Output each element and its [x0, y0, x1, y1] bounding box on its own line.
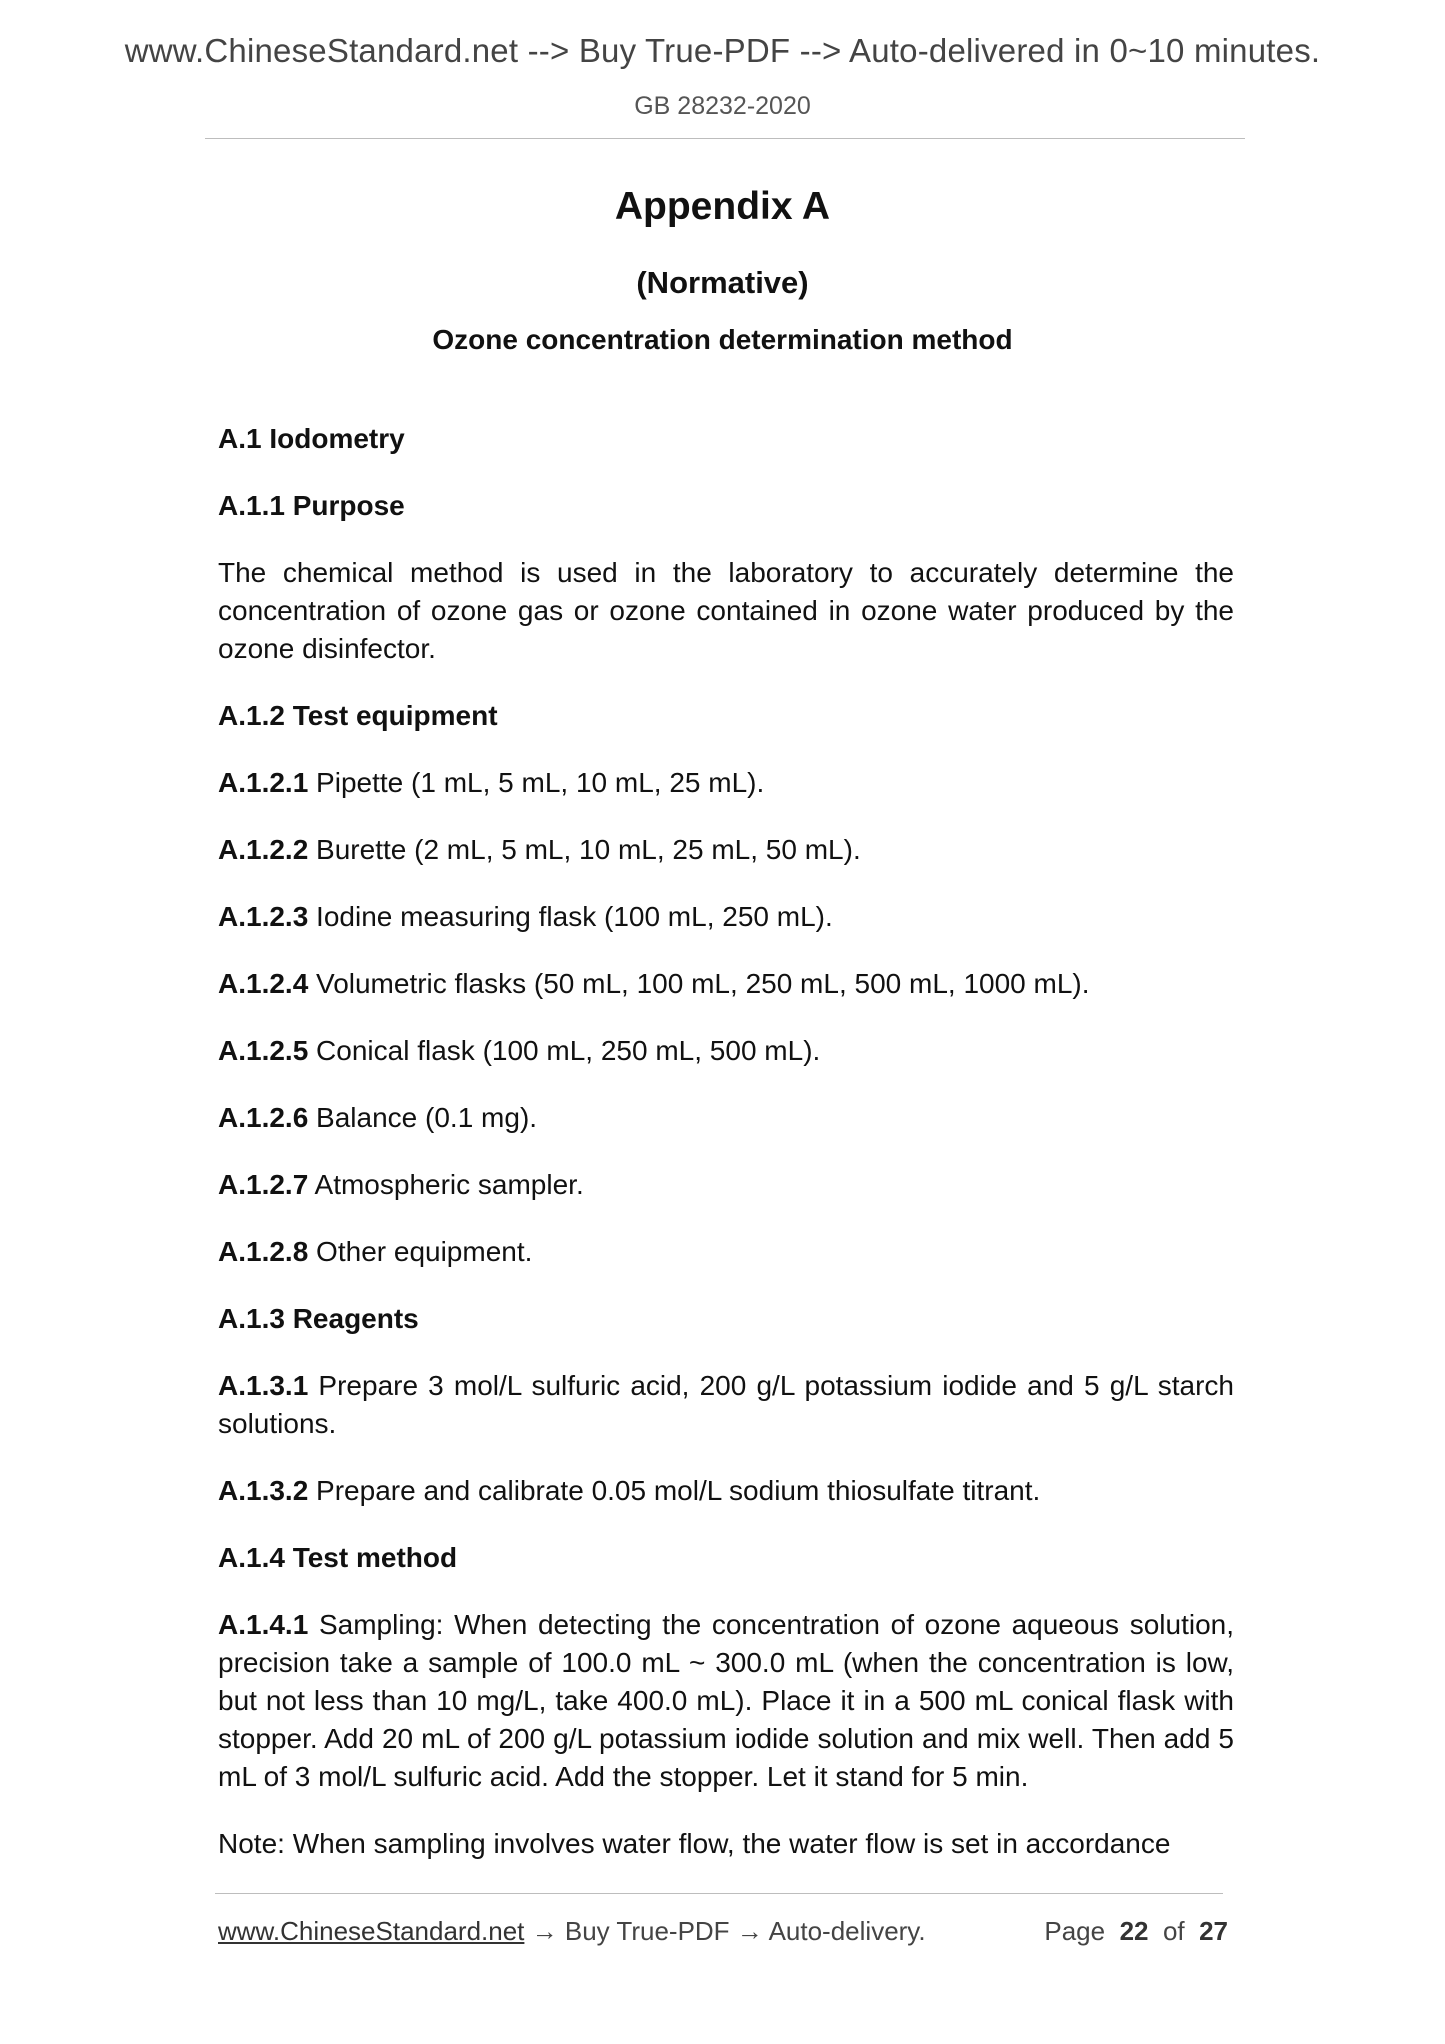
clause-text: Prepare and calibrate 0.05 mol/L sodium thiosulfate titrant.: [308, 1475, 1041, 1506]
equipment-item: [218, 831, 1234, 869]
header-divider: [205, 138, 1245, 139]
appendix-normative: (Normative): [636, 265, 809, 300]
clause-number: A.1.2.2: [218, 834, 309, 865]
appendix-title: Appendix A: [614, 185, 831, 228]
section-a1-heading: A.1 Iodometry: [218, 423, 405, 454]
equipment-item: [218, 1032, 1234, 1070]
clause-text: Pipette (1 mL, 5 mL, 10 mL, 25 mL).: [308, 767, 765, 798]
footer-divider: [215, 1893, 1223, 1894]
page-current: 22: [1119, 1916, 1149, 1946]
clause-text: Burette (2 mL, 5 mL, 10 mL, 25 mL, 50 mL).: [308, 834, 861, 865]
clause-number: A.1.2.1: [218, 767, 309, 798]
clause-number: A.1.2.5: [218, 1035, 309, 1066]
page-label: Page: [1044, 1916, 1106, 1946]
page-indicator: [1044, 1914, 1228, 1948]
document-id: GB 28232-2020: [634, 92, 811, 120]
clause-number: A.1.3.1: [218, 1370, 309, 1401]
equipment-item: [218, 764, 1234, 802]
section-a12-heading: A.1.2 Test equipment: [218, 700, 498, 731]
section-a14-heading: A.1.4 Test method: [218, 1542, 458, 1573]
clause-number: A.1.2.8: [218, 1236, 309, 1267]
site-banner: www.ChineseStandard.net --> Buy True-PDF --> Auto-delivered in 0~10 minutes.: [124, 32, 1321, 69]
equipment-item: [218, 898, 1234, 936]
page-footer: [218, 1914, 1228, 1948]
document-body: [218, 420, 1234, 1892]
clause-number: A.1.3.2: [218, 1475, 309, 1506]
clause-number: A.1.2.7: [218, 1169, 309, 1200]
equipment-item: [218, 1166, 1234, 1204]
clause-number: A.1.2.4: [218, 968, 309, 999]
section-a13-heading: A.1.3 Reagents: [218, 1303, 419, 1334]
clause-text: Other equipment.: [308, 1236, 533, 1267]
page-total: 27: [1199, 1916, 1228, 1946]
footer-site-link[interactable]: www.ChineseStandard.net: [218, 1916, 525, 1946]
clause-number: A.1.4.1: [218, 1609, 309, 1640]
reagent-item: [218, 1367, 1234, 1443]
clause-text: Atmospheric sampler.: [308, 1169, 584, 1200]
equipment-item: [218, 965, 1234, 1003]
footer-tagline: → Buy True-PDF → Auto-delivery.: [524, 1916, 926, 1946]
equipment-item: [218, 1233, 1234, 1271]
clause-text: Iodine measuring flask (100 mL, 250 mL).: [308, 901, 833, 932]
clause-number: A.1.2.3: [218, 901, 309, 932]
clause-text: Prepare 3 mol/L sulfuric acid, 200 g/L potassium iodide and 5 g/L starch solutions.: [218, 1370, 1234, 1439]
page-of: of: [1162, 1916, 1185, 1946]
purpose-paragraph: The chemical method is used in the laboratory to accurately determine the concentration of ozone gas or ozone contained in ozone water produced by the ozone disinfector.: [218, 557, 1234, 664]
clause-text: Balance (0.1 mg).: [308, 1102, 538, 1133]
clause-text: Volumetric flasks (50 mL, 100 mL, 250 mL, 500 mL, 1000 mL).: [308, 968, 1090, 999]
section-a11-heading: A.1.1 Purpose: [218, 490, 405, 521]
clause-number: A.1.2.6: [218, 1102, 309, 1133]
clause-text: Sampling: When detecting the concentration of ozone aqueous solution, precision take a sample of 100.0 mL ~ 300.0 mL (when the concentration is low, but not less than 10 mg/L, take 400.0 mL). Place it in a 500 mL conical flask with stopper. Add 20 mL of 200 g/L potassium iodide solution and mix well. Then add 5 mL of 3 mol/L sulfuric acid. Add the stopper. Let it stand for 5 min.: [218, 1609, 1234, 1792]
sampling-paragraph: [218, 1606, 1234, 1796]
reagent-item: [218, 1472, 1234, 1510]
appendix-subtitle: Ozone concentration determination method: [432, 324, 1013, 355]
clause-text: Conical flask (100 mL, 250 mL, 500 mL).: [308, 1035, 821, 1066]
note-paragraph: Note: When sampling involves water flow, the water flow is set in accordance: [218, 1828, 1171, 1859]
equipment-item: [218, 1099, 1234, 1137]
